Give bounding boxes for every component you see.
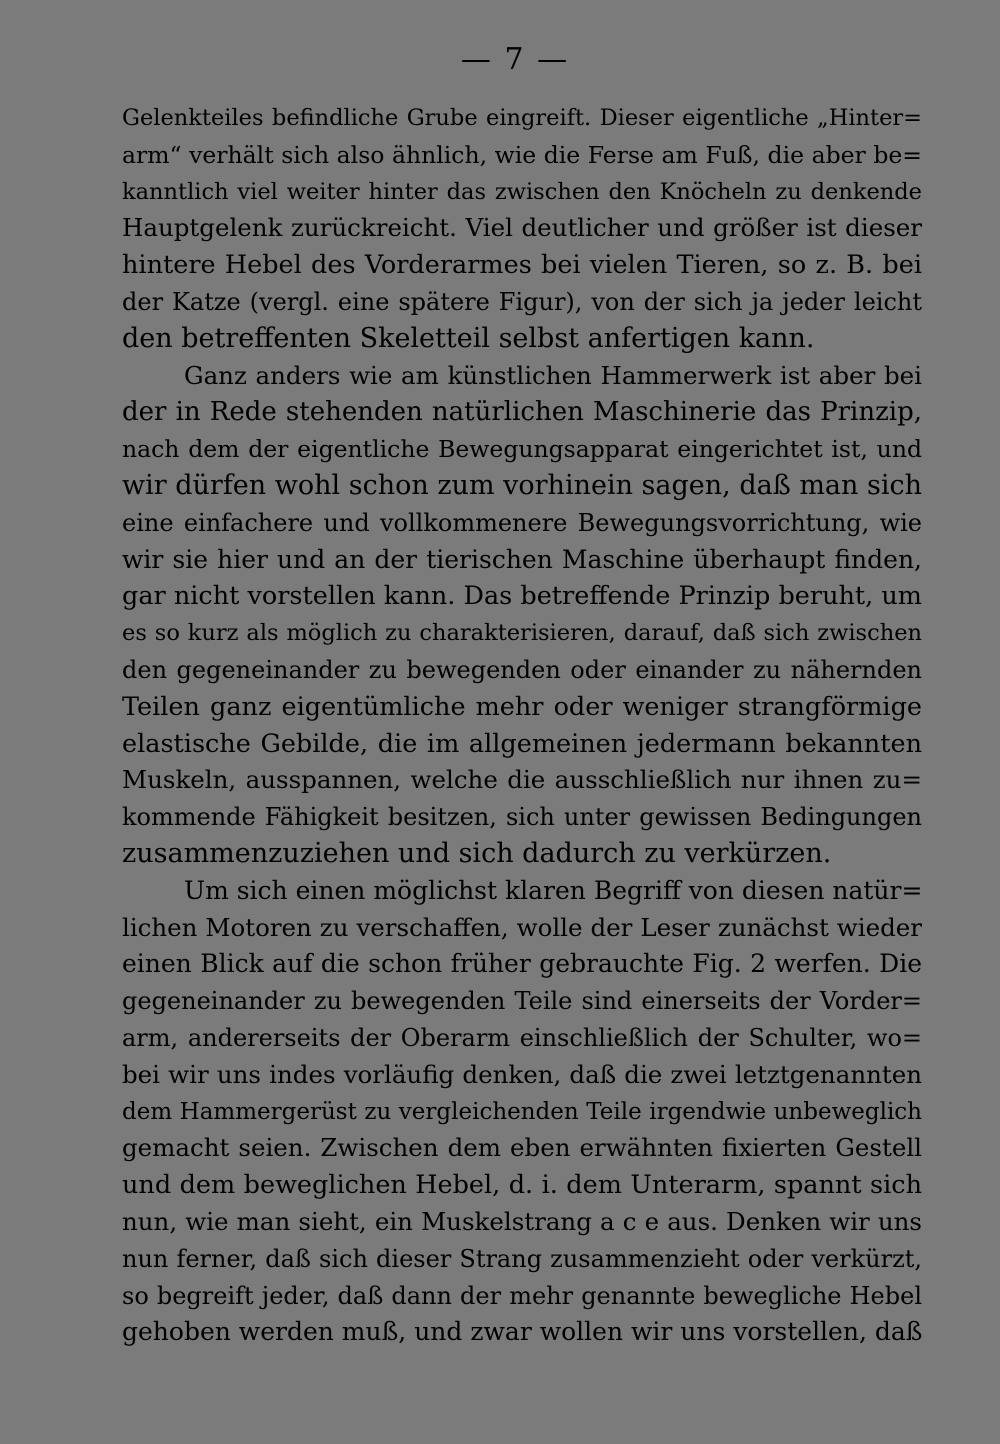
text-line: bei wir uns indes vorläufig denken, daß die zwei letztgenannten (122, 1059, 922, 1089)
text-line: so begreift jeder, daß dann der mehr genannte bewegliche Hebel (122, 1281, 922, 1310)
text-line: den gegeneinander zu bewegenden oder einander zu nähernden (122, 655, 922, 684)
page-number: — 7 — (460, 42, 570, 77)
text-line: und dem beweglichen Hebel, d. i. dem Unterarm, spannt sich (122, 1170, 922, 1201)
text-line: Gelenkteiles befindliche Grube eingreift. Dieser eigentliche „Hinter= (122, 105, 922, 131)
text-line: nach dem der eigentliche Bewegungsapparat eingerichtet ist, und (122, 435, 922, 464)
text-line: Hauptgelenk zurückreicht. Viel deutlicher und größer ist dieser (122, 213, 922, 243)
text-line: Ganz anders wie am künstlichen Hammerwerk ist aber bei (184, 360, 922, 390)
text-line: es so kurz als möglich zu charakterisieren, darauf, daß sich zwischen (122, 620, 922, 647)
text-line: nun ferner, daß sich dieser Strang zusammenzieht oder verkürzt, (122, 1244, 922, 1273)
text-line: zusammenzuziehen und sich dadurch zu verkürzen. (122, 837, 832, 869)
text-line: der Katze (vergl. eine spätere Figur), von der sich ja jeder leicht (122, 287, 922, 316)
text-line: lichen Motoren zu verschaffen, wolle der Leser zunächst wieder (122, 912, 922, 942)
text-line: einen Blick auf die schon früher gebrauchte Fig. 2 werfen. Die (122, 949, 922, 979)
text-line: wir sie hier und an der tierischen Maschine überhaupt finden, (122, 544, 922, 574)
text-line: arm“ verhält sich also ähnlich, wie die Ferse am Fuß, die aber be= (122, 140, 922, 169)
text-line: nun, wie man sieht, ein Muskelstrang a c e aus. Denken wir uns (122, 1206, 922, 1236)
body-text (122, 100, 922, 1351)
text-line: gehoben werden muß, und zwar wollen wir uns vorstellen, daß (122, 1317, 922, 1347)
text-line: wir dürfen wohl schon zum vorhinein sagen, daß man sich (122, 469, 922, 501)
text-line: eine einfachere und vollkommenere Bewegungsvorrichtung, wie (122, 508, 922, 537)
text-line: gegeneinander zu bewegenden Teile sind einerseits der Vorder= (122, 987, 922, 1016)
text-line: der in Rede stehenden natürlichen Maschinerie das Prinzip, (122, 397, 922, 428)
text-line: Teilen ganz eigentümliche mehr oder weniger strangförmige (122, 691, 922, 722)
text-line: arm, andererseits der Oberarm einschließlich der Schulter, wo= (122, 1023, 922, 1052)
text-line: Muskeln, ausspannen, welche die ausschließlich nur ihnen zu= (122, 765, 922, 795)
text-line: gar nicht vorstellen kann. Das betreffende Prinzip beruht, um (122, 581, 922, 612)
text-line: kanntlich viel weiter hinter das zwischen den Knöcheln zu denkende (122, 178, 922, 205)
text-line: kommende Fähigkeit besitzen, sich unter gewissen Bedingungen (122, 803, 922, 832)
text-line: dem Hammergerüst zu vergleichenden Teile irgendwie unbeweglich (122, 1098, 922, 1125)
text-line: hintere Hebel des Vorderarmes bei vielen Tieren, so z. B. bei (122, 250, 922, 281)
text-line: elastische Gebilde, die im allgemeinen jedermann bekannten (122, 728, 922, 759)
text-line: Um sich einen möglichst klaren Begriff von diesen natür= (184, 875, 922, 905)
text-line: gemacht seien. Zwischen dem eben erwähnten fixierten Gestell (122, 1133, 922, 1163)
text-line: den betreffenten Skeletteil selbst anfertigen kann. (122, 322, 815, 354)
